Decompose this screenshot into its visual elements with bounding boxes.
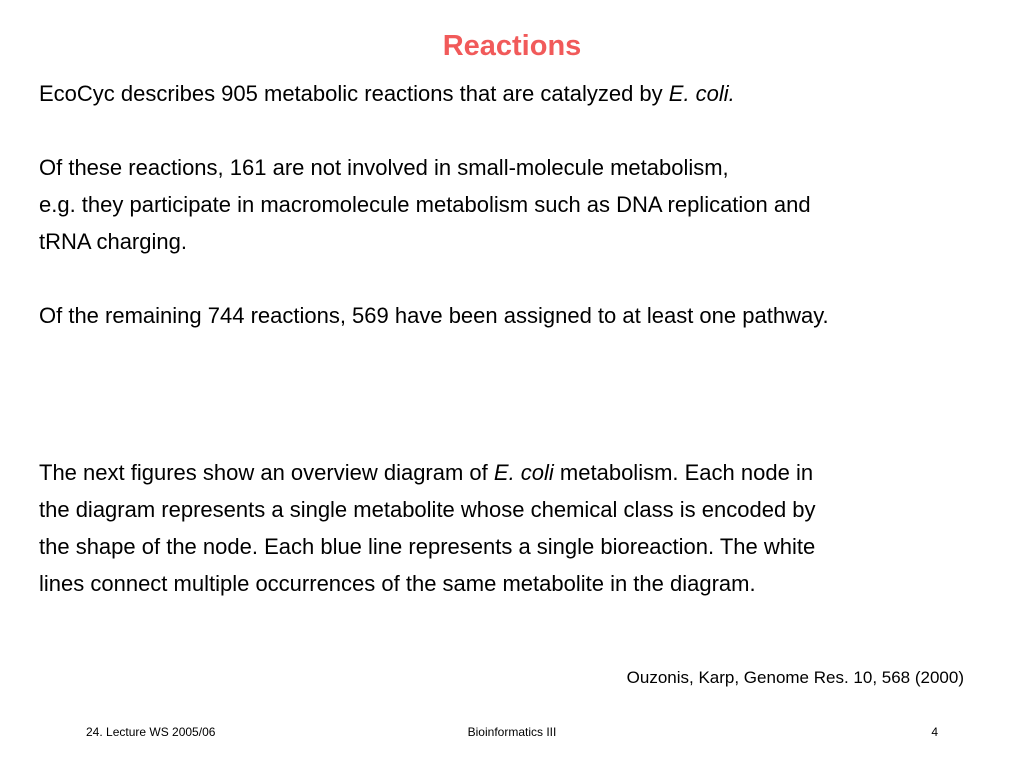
footer-lecture: 24. Lecture WS 2005/06 [86, 725, 216, 739]
slide-title: Reactions [442, 30, 582, 62]
para1-text: EcoCyc describes 905 metabolic reactions that are catalyzed by [39, 81, 669, 106]
para2-line-1: Of these reactions, 161 are not involved in small-molecule metabolism, [39, 155, 729, 180]
footer-course: Bioinformatics III [467, 725, 557, 739]
footer-page-number: 4 [931, 725, 938, 739]
para4-line1-before: The next figures show an overview diagram of [39, 460, 494, 485]
citation: Ouzonis, Karp, Genome Res. 10, 568 (2000) [626, 668, 964, 687]
para2-line-3: tRNA charging. [39, 229, 187, 254]
para2-line-2: e.g. they participate in macromolecule metabolism such as DNA replication and [39, 192, 811, 217]
para1-italic: E. coli. [668, 81, 735, 106]
para3-line: Of the remaining 744 reactions, 569 have been assigned to at least one pathway. [39, 303, 829, 328]
para1-line [39, 80, 735, 108]
para4-line-3: the shape of the node. Each blue line represents a single bioreaction. The white [39, 534, 816, 559]
para4-line1-italic: E. coli [493, 460, 554, 485]
para4-line-4: lines connect multiple occurrences of the same metabolite in the diagram. [39, 571, 756, 596]
para4-line1-after: metabolism. Each node in [553, 460, 814, 485]
para4-line-2: the diagram represents a single metabolite whose chemical class is encoded by [39, 497, 816, 522]
para4-line-1 [39, 459, 813, 487]
